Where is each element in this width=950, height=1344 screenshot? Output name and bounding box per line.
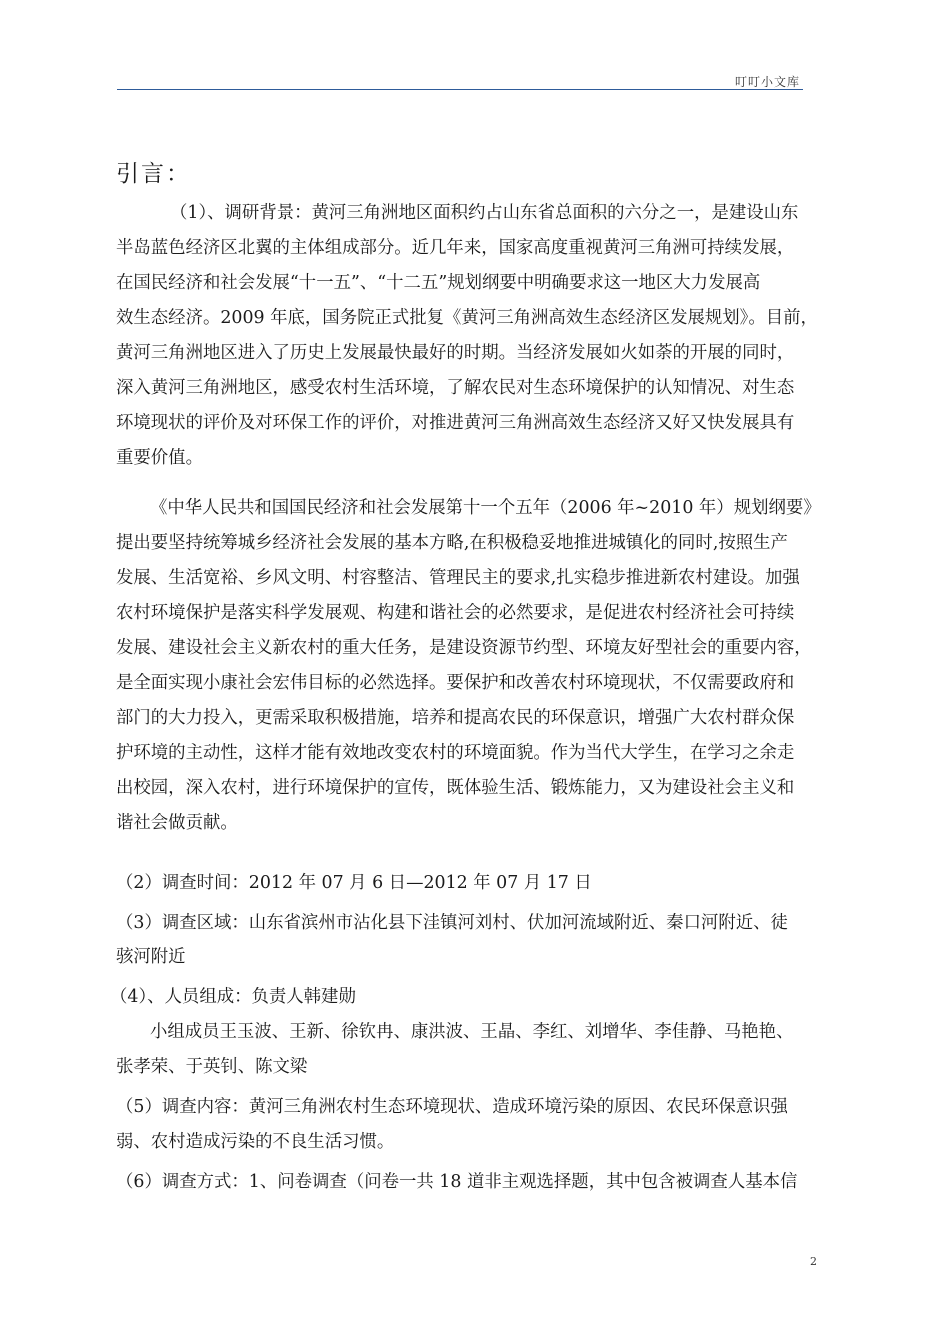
text-line: 黄河三角洲地区进入了历史上发展最快最好的时期。当经济发展如火如荼的开展的同时， — [116, 343, 795, 363]
text-line: 深入黄河三角洲地区，感受农村生活环境，了解农民对生态环境保护的认知情况、对生态 — [116, 378, 795, 398]
text-line: 是全面实现小康社会宏伟目标的必然选择。要保护和改善农村环境现状，不仅需要政府和 — [116, 673, 795, 693]
text-line: 效生态经济。2009 年底，国务院正式批复《黄河三角洲高效生态经济区发展规划》。目前， — [116, 308, 818, 328]
text-line: 张孝荣、于英钊、陈文梁 — [116, 1057, 308, 1077]
text-line: 农村环境保护是落实科学发展观、构建和谐社会的必然要求，是促进农村经济社会可持续 — [116, 603, 795, 623]
text-line: （2）调查时间：2012 年 07 月 6 日—2012 年 07 月 17 日 — [116, 873, 592, 893]
header-site-name: 叮叮小文库 — [735, 75, 801, 89]
text-line: 出校园，深入农村，进行环境保护的宣传，既体验生活、锻炼能力，又为建设社会主义和 — [116, 778, 795, 798]
text-line: 发展、生活宽裕、乡风文明、村容整洁、管理民主的要求,扎实稳步推进新农村建设。加强 — [116, 568, 800, 588]
text-line: （5）调查内容：黄河三角洲农村生态环境现状、造成环境污染的原因、农民环保意识强 — [116, 1097, 788, 1117]
page-number: 2 — [810, 1255, 817, 1268]
text-line: 重要价值。 — [116, 448, 203, 468]
text-line: 部门的大力投入，更需采取积极措施，培养和提高农民的环保意识，增强广大农村群众保 — [116, 708, 795, 728]
header-divider — [117, 89, 803, 90]
text-line: 骇河附近 — [116, 947, 186, 967]
text-line: 环境现状的评价及对环保工作的评价，对推进黄河三角洲高效生态经济又好又快发展具有 — [116, 413, 795, 433]
text-line: （6）调查方式：1、问卷调查（问卷一共 18 道非主观选择题，其中包含被调查人基本信 — [116, 1172, 798, 1192]
text-line: 小组成员王玉波、王新、徐钦冉、康洪波、王晶、李红、刘增华、李佳静、马艳艳、 — [150, 1022, 794, 1042]
text-line: 发展、建设社会主义新农村的重大任务，是建设资源节约型、环境友好型社会的重要内容， — [116, 638, 812, 658]
text-line: 提出要坚持统筹城乡经济社会发展的基本方略,在积极稳妥地推进城镇化的同时,按照生产 — [116, 533, 788, 553]
section-heading: 引言： — [116, 161, 191, 187]
text-line: 在国民经济和社会发展“十一五”、“十二五”规划纲要中明确要求这一地区大力发展高 — [116, 273, 761, 293]
text-line: 护环境的主动性，这样才能有效地改变农村的环境面貌。作为当代大学生，在学习之余走 — [116, 743, 795, 763]
text-line: 弱、农村造成污染的不良生活习惯。 — [116, 1132, 395, 1152]
text-line: 半岛蓝色经济区北翼的主体组成部分。近几年来，国家高度重视黄河三角洲可持续发展， — [116, 238, 795, 258]
text-line: （1）、调研背景：黄河三角洲地区面积约占山东省总面积的六分之一，是建设山东 — [170, 203, 799, 223]
text-line: 《中华人民共和国国民经济和社会发展第十一个五年（2006 年~2010 年）规划纲要》 — [150, 498, 821, 518]
text-line: （3）调查区域：山东省滨州市沾化县下洼镇河刘村、伏加河流域附近、秦口河附近、徒 — [116, 913, 788, 933]
text-line: （4）、人员组成：负责人韩建勋 — [110, 987, 356, 1007]
text-line: 谐社会做贡献。 — [116, 813, 238, 833]
